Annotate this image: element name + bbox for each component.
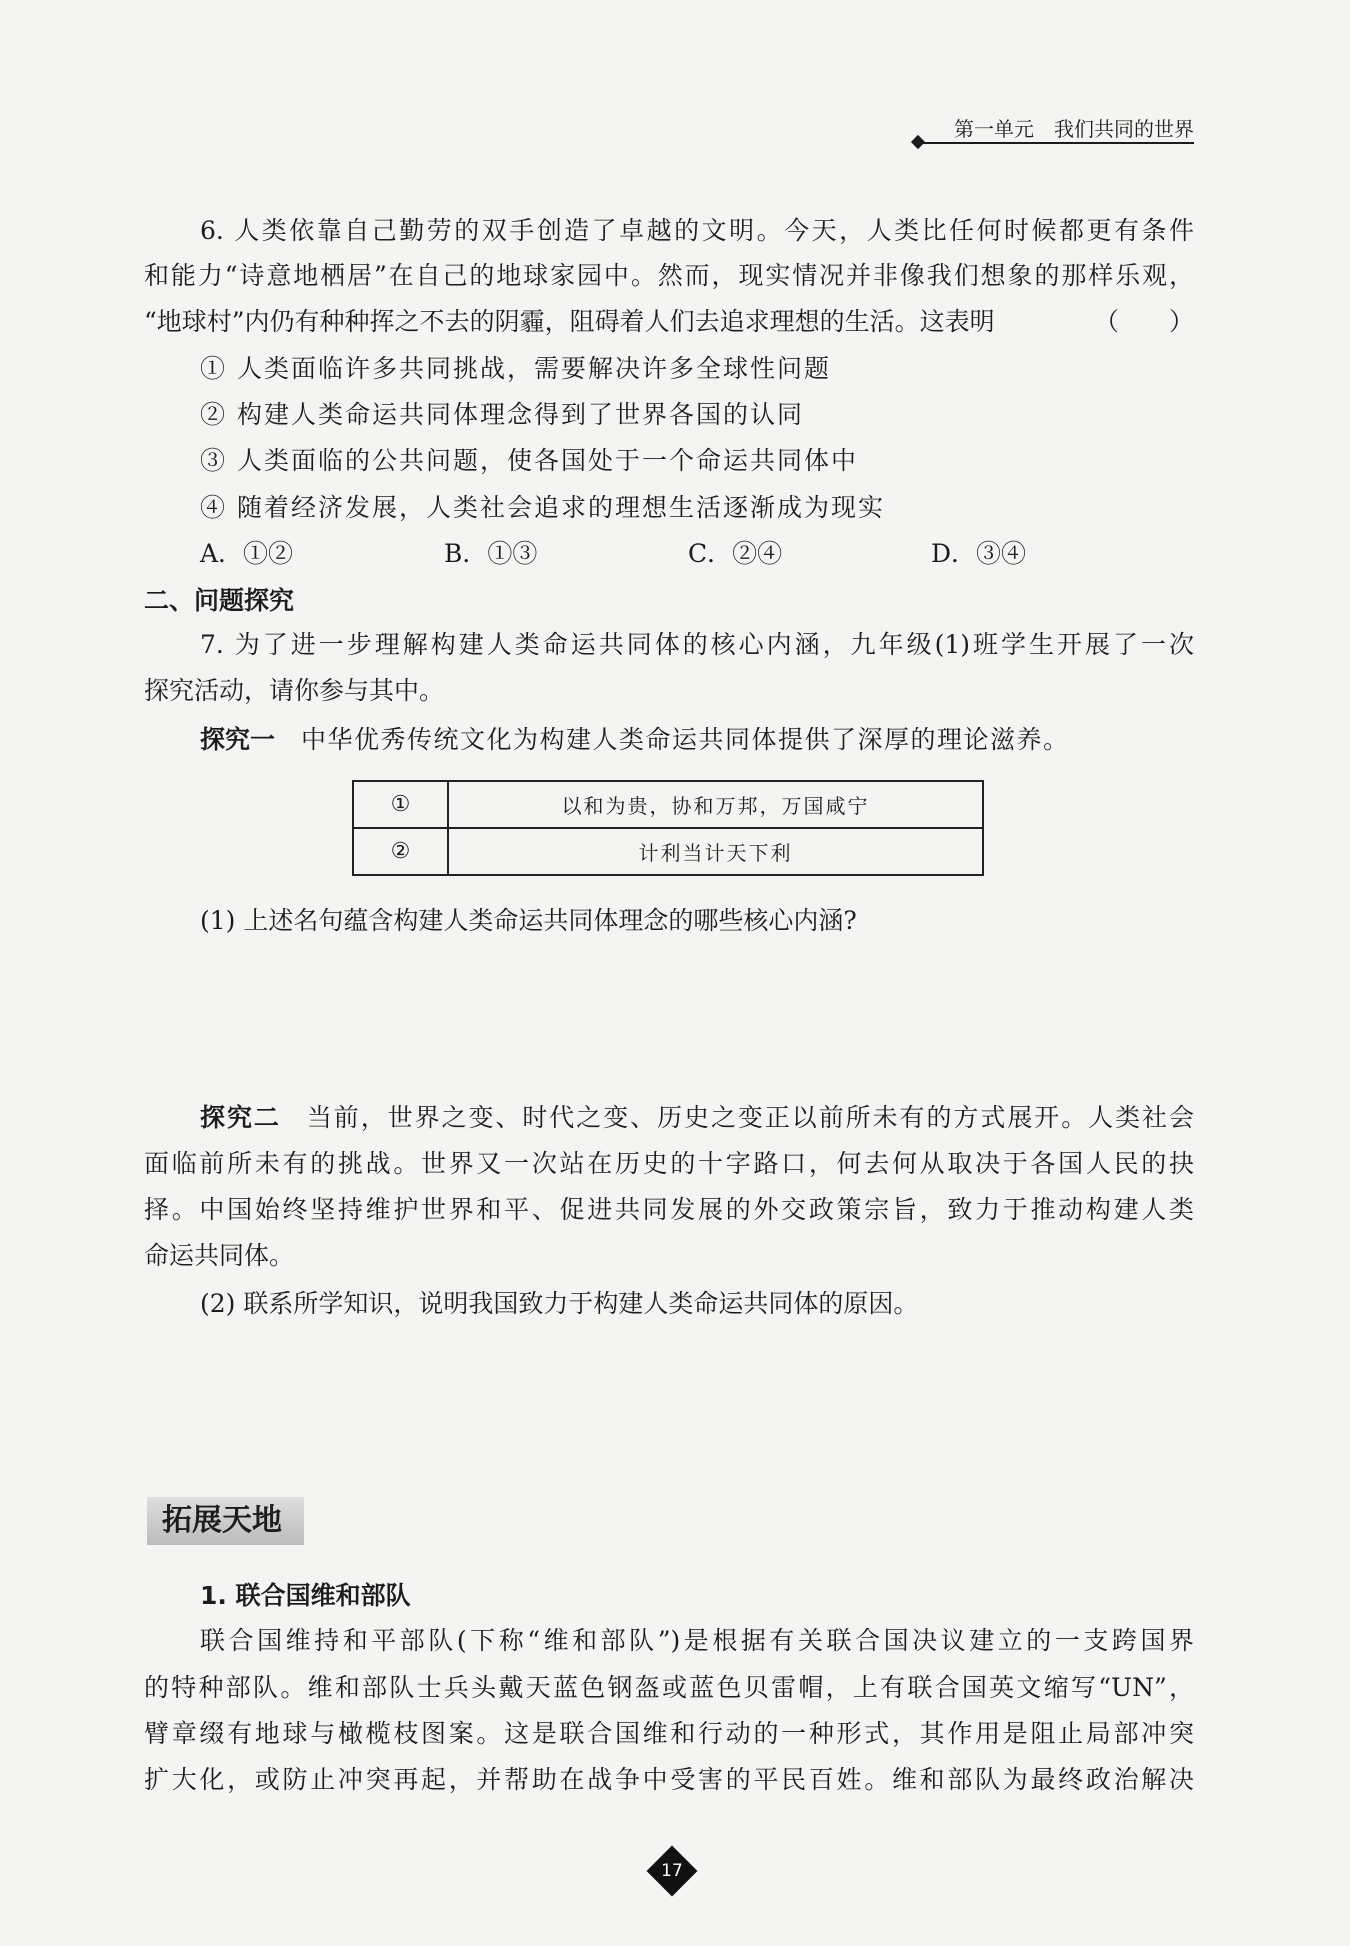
header-unit-title: 第一单元 我们共同的世界 (954, 117, 1194, 141)
extension-line-4: 扩大化，或防止冲突再起，并帮助在战争中受害的平民百姓。维和部队为最终政治解决 (144, 1765, 1194, 1794)
quote-number: ① (353, 781, 448, 828)
extension-subheading: 1. 联合国维和部队 (200, 1581, 411, 1610)
explore2-question: (2) 联系所学知识，说明我国致力于构建人类命运共同体的原因。 (200, 1289, 919, 1318)
explore2-line-2: 面临前所未有的挑战。世界又一次站在历史的十字路口，何去何从取决于各国人民的抉 (144, 1149, 1194, 1178)
q6-stem-line-3: “地球村”内仍有种种挥之不去的阴霾，阻碍着人们去追求理想的生活。这表明 (144, 307, 995, 336)
q6-choice-c: C．②④ (688, 539, 783, 568)
extension-heading: 拓展天地 (162, 1503, 282, 1538)
extension-line-1: 联合国维持和平部队(下称“维和部队”)是根据有关联合国决议建立的一支跨国界 (200, 1626, 1194, 1655)
q6-statement-1: ① 人类面临许多共同挑战，需要解决许多全球性问题 (200, 354, 831, 383)
explore1-text: 中华优秀传统文化为构建人类命运共同体提供了深厚的理论滋养。 (301, 725, 1070, 754)
page-number: 17 (661, 1861, 683, 1881)
explore1-label: 探究一 (200, 725, 276, 754)
quote-number: ② (353, 828, 448, 875)
q6-choice-a: A．①② (200, 539, 294, 568)
explore1-line (200, 723, 1070, 757)
q7-intro-line-2: 探究活动，请你参与其中。 (144, 676, 445, 705)
explore1-question: (1) 上述名句蕴含构建人类命运共同体理念的哪些核心内涵? (200, 906, 857, 935)
explore2-text: 当前，世界之变、时代之变、历史之变正以前所未有的方式展开。人类社会 (306, 1103, 1194, 1132)
section-heading: 二、问题探究 (144, 586, 295, 615)
extension-line-3: 臂章缀有地球与橄榄枝图案。这是联合国维和行动的一种形式，其作用是阻止局部冲突 (144, 1719, 1194, 1748)
q6-answer-blank: （ ） (1093, 307, 1194, 336)
explore2-label: 探究二 (200, 1103, 281, 1132)
q6-choice-d: D．③④ (931, 539, 1027, 568)
extension-heading-box (147, 1497, 304, 1545)
extension-line-2: 的特种部队。维和部队士兵头戴天蓝色钢盔或蓝色贝雷帽，上有联合国英文缩写“UN”， (144, 1673, 1194, 1702)
q6-statement-4: ④ 随着经济发展，人类社会追求的理想生活逐渐成为现实 (200, 493, 885, 522)
q6-choice-b: B．①③ (444, 539, 538, 568)
q7-intro-line-1: 7. 为了进一步理解构建人类命运共同体的核心内涵，九年级(1)班学生开展了一次 (200, 630, 1194, 659)
quote-text: 计利当计天下利 (448, 828, 983, 875)
explore2-line-3: 择。中国始终坚持维护世界和平、促进共同发展的外交政策宗旨，致力于推动构建人类 (144, 1195, 1194, 1224)
q6-stem-line-1: 6. 人类依靠自己勤劳的双手创造了卓越的文明。今天，人类比任何时候都更有条件 (200, 216, 1194, 245)
q6-statement-2: ② 构建人类命运共同体理念得到了世界各国的认同 (200, 400, 804, 429)
table-row (353, 828, 983, 875)
header-rule (919, 142, 1194, 144)
q6-statement-3: ③ 人类面临的公共问题，使各国处于一个命运共同体中 (200, 446, 858, 475)
q6-stem-line-2: 和能力“诗意地栖居”在自己的地球家园中。然而，现实情况并非像我们想象的那样乐观， (144, 261, 1194, 290)
table-row (353, 781, 983, 828)
explore2-line-1 (200, 1101, 1194, 1135)
explore2-line-4: 命运共同体。 (144, 1241, 295, 1270)
quotes-table (352, 780, 984, 876)
quote-text: 以和为贵，协和万邦，万国咸宁 (448, 781, 983, 828)
